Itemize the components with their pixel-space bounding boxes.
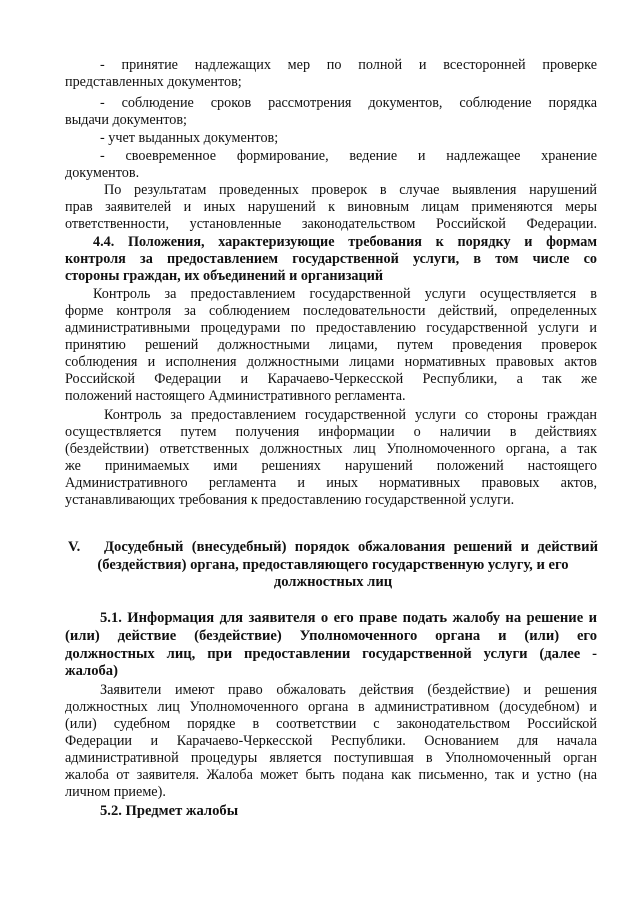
- paragraph-line: личном приеме).: [65, 784, 166, 800]
- list-item: - соблюдение сроков рассмотрения документов, соблюдение порядка: [100, 95, 597, 111]
- section-heading-5-1: жалоба): [65, 663, 118, 679]
- section-heading-4-4: контроля за предоставлением государственной услуги, в том числе со: [65, 251, 597, 267]
- chapter-title-line: должностных лиц: [273, 574, 393, 590]
- paragraph-line: соблюдения и исполнения должностными лицами нормативных правовых актов: [65, 354, 597, 370]
- section-heading-5-1: должностных лиц, при предоставлении государственной услуги (далее -: [65, 646, 597, 662]
- paragraph-line: Российской Федерации и Карачаево-Черкесской Республики, а так же: [65, 371, 597, 387]
- chapter-heading-v: [68, 539, 598, 556]
- paragraph-line: Административного регламента и иных нормативных правовых актов,: [65, 475, 597, 491]
- paragraph-line: Контроль за предоставлением государственной услуги осуществляется в: [93, 286, 597, 302]
- chapter-title-line: (бездействия) органа, предоставляющего государственную услугу, и его: [97, 557, 569, 573]
- list-item: - учет выданных документов;: [100, 130, 279, 146]
- paragraph-line: осуществляется путем получения информации о наличии в действиях: [65, 424, 597, 440]
- paragraph-line: принятию решений должностными лицами, путем проведения проверок: [65, 337, 597, 353]
- list-item-continuation: документов.: [65, 165, 140, 181]
- paragraph-line: прав заявителей и иных нарушений к виновным лицам применяются меры: [65, 199, 597, 215]
- paragraph-line: Заявители имеют право обжаловать действия (бездействие) и решения: [100, 682, 597, 698]
- list-item: - своевременное формирование, ведение и надлежащее хранение: [100, 148, 597, 164]
- paragraph-line: жалоба от заявителя. Жалоба может быть подана как письменно, так и устно (на: [65, 767, 597, 783]
- section-heading-4-4: 4.4. Положения, характеризующие требования к порядку и формам: [93, 234, 597, 250]
- paragraph-line: должностных лиц Уполномоченного органа в административном (досудебном) и: [65, 699, 597, 715]
- chapter-title-line: Досудебный (внесудебный) порядок обжалования решений и действий: [104, 539, 598, 555]
- list-item-continuation: выдачи документов;: [65, 112, 187, 128]
- paragraph-line: административными процедурами по предоставлению государственной услуги и: [65, 320, 597, 336]
- list-item: - принятие надлежащих мер по полной и всесторонней проверке: [100, 57, 597, 73]
- paragraph-line: же принимаемых ими решениях нарушений положений настоящего: [65, 458, 597, 474]
- paragraph-line: положений настоящего Административного регламента.: [65, 388, 406, 404]
- paragraph-line: форме контроля за соблюдением последовательности действий, определенных: [65, 303, 597, 319]
- paragraph-line: Федерации и Карачаево-Черкесской Республики. Основанием для начала: [65, 733, 597, 749]
- section-heading-5-2: 5.2. Предмет жалобы: [100, 803, 239, 819]
- paragraph-line: Контроль за предоставлением государственной услуги со стороны граждан: [104, 407, 597, 423]
- section-heading-5-1: 5.1. Информация для заявителя о его праве подать жалобу на решение и: [100, 610, 597, 626]
- paragraph-line: (бездействии) ответственных должностных лиц Уполномоченного органа, а так: [65, 441, 597, 457]
- paragraph-line: устанавливающих требования к предоставлению государственной услуги.: [65, 492, 515, 508]
- list-item-continuation: представленных документов;: [65, 74, 242, 90]
- section-heading-4-4: стороны граждан, их объединений и организаций: [65, 268, 384, 284]
- paragraph-line: (или) судебном порядке в соответствии с законодательством Российской: [65, 716, 597, 732]
- paragraph-line: ответственности, установленные законодательством Российской Федерации.: [65, 216, 597, 232]
- paragraph-line: По результатам проведенных проверок в случае выявления нарушений: [104, 182, 597, 198]
- section-heading-5-1: (или) действие (бездействие) Уполномоченного органа и (или) его: [65, 628, 597, 644]
- chapter-number: V.: [68, 539, 81, 555]
- paragraph-line: административной процедуры является поступившая в Уполномоченный орган: [65, 750, 597, 766]
